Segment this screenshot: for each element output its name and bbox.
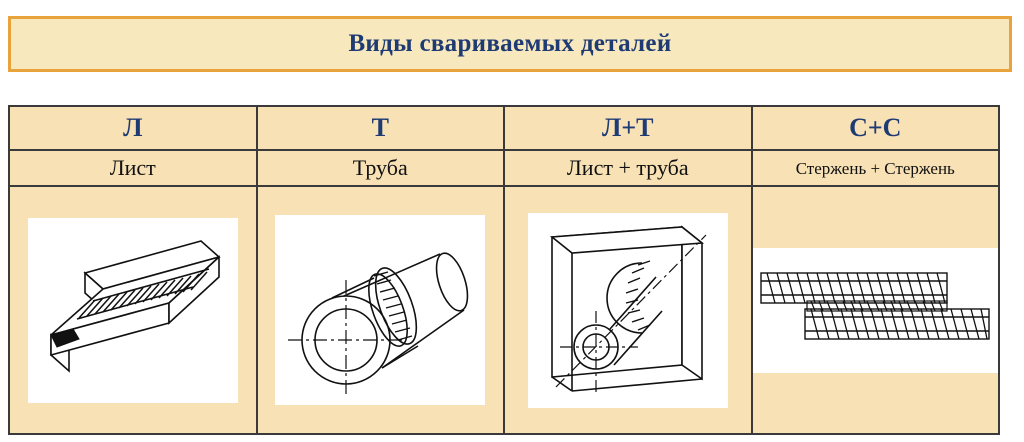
page-title: Виды свариваемых деталей bbox=[348, 30, 672, 57]
pipe-to-pipe-weld-icon bbox=[278, 218, 483, 403]
column-name: Лист bbox=[109, 155, 156, 180]
figure-frame bbox=[528, 213, 728, 408]
column-code: Л+Т bbox=[601, 113, 654, 142]
name-cell bbox=[10, 151, 256, 187]
welded-parts-table bbox=[8, 105, 1000, 435]
code-cell bbox=[10, 107, 256, 151]
code-cell bbox=[258, 107, 504, 151]
table-column-pipe bbox=[258, 107, 506, 433]
name-cell bbox=[753, 151, 999, 187]
figure-cell bbox=[753, 187, 999, 433]
code-cell bbox=[753, 107, 999, 151]
sheet-plate-weld-icon bbox=[33, 223, 233, 398]
pipe-to-plate-weld-icon bbox=[530, 215, 725, 405]
name-cell bbox=[505, 151, 751, 187]
figure-frame bbox=[28, 218, 238, 403]
column-code: Т bbox=[371, 113, 389, 142]
column-code: С+С bbox=[849, 113, 902, 142]
rebar-to-rebar-weld-icon bbox=[755, 253, 995, 368]
table-column-sheet bbox=[10, 107, 258, 433]
figure-cell bbox=[505, 187, 751, 433]
figure-cell bbox=[258, 187, 504, 433]
column-name: Труба bbox=[352, 155, 408, 180]
column-name: Стержень + Стержень bbox=[795, 158, 955, 178]
title-banner bbox=[8, 16, 1012, 72]
column-code: Л bbox=[123, 113, 143, 142]
column-name: Лист + труба bbox=[566, 155, 689, 180]
code-cell bbox=[505, 107, 751, 151]
figure-cell bbox=[10, 187, 256, 433]
name-cell bbox=[258, 151, 504, 187]
figure-frame bbox=[753, 248, 998, 373]
figure-frame bbox=[275, 215, 485, 405]
table-column-sheet-pipe bbox=[505, 107, 753, 433]
table-column-rod-rod bbox=[753, 107, 999, 433]
